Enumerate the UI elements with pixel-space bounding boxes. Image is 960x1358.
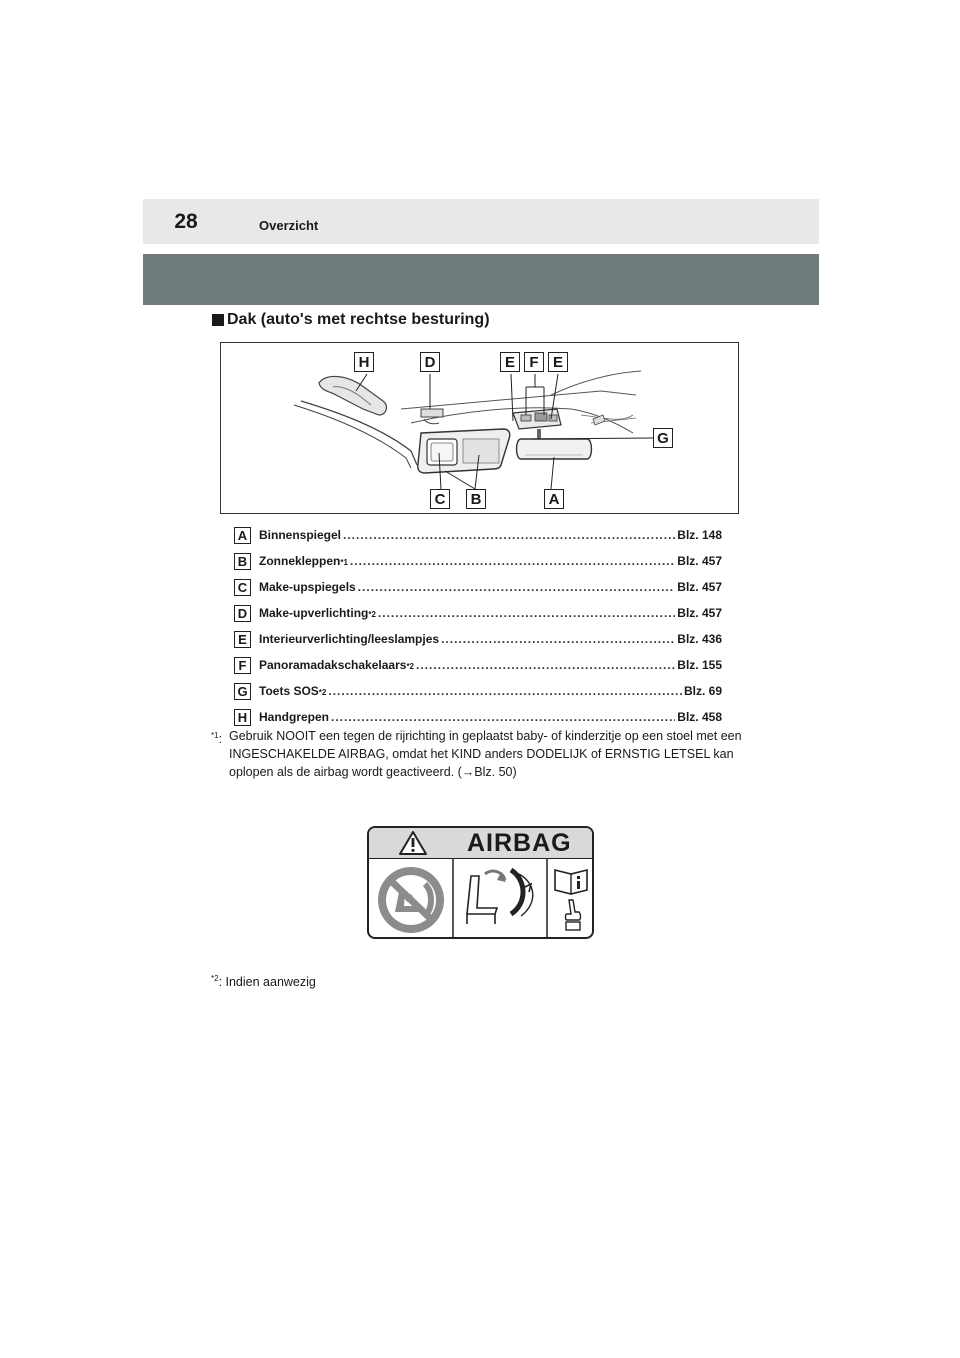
- roof-illustration: [220, 342, 739, 514]
- item-page: Blz. 69: [683, 684, 722, 698]
- header-bar: [143, 199, 819, 244]
- footnote-2-text: : Indien aanwezig: [218, 975, 316, 990]
- callout-e-left: E: [500, 352, 520, 372]
- no-rear-facing-child-seat-icon: [378, 867, 444, 933]
- item-label: Panoramadakschakelaars: [259, 658, 407, 672]
- item-letter: C: [234, 579, 251, 596]
- callout-a: A: [544, 489, 564, 509]
- item-page: Blz. 155: [677, 658, 722, 672]
- leader-dots: [416, 658, 675, 672]
- list-item: [234, 548, 722, 574]
- callout-e-right: E: [548, 352, 568, 372]
- list-item: [234, 652, 722, 678]
- airbag-word: AIRBAG: [467, 829, 572, 857]
- callout-d: D: [420, 352, 440, 372]
- item-sup: *2: [406, 662, 414, 671]
- item-letter: B: [234, 553, 251, 570]
- callout-f: F: [524, 352, 544, 372]
- list-item: [234, 678, 722, 704]
- section-heading: [212, 311, 490, 329]
- callout-b: B: [466, 489, 486, 509]
- item-letter: F: [234, 657, 251, 674]
- footnote-2: [211, 974, 316, 989]
- owners-manual-icon: [555, 870, 587, 894]
- item-label: Make-upverlichting: [259, 606, 369, 620]
- leader-dots: [350, 554, 675, 568]
- item-label: Make-upspiegels: [259, 580, 356, 594]
- warning-triangle-icon: [400, 832, 426, 854]
- item-sup: *2: [368, 610, 376, 619]
- item-letter: E: [234, 631, 251, 648]
- item-page: Blz. 436: [677, 632, 722, 646]
- page-number: 28: [174, 210, 198, 233]
- leader-dots: [328, 684, 682, 698]
- airbag-warning-label: [367, 826, 594, 939]
- item-letter: H: [234, 709, 251, 726]
- item-page: Blz. 457: [677, 580, 722, 594]
- seat-airbag-deploy-icon: [467, 870, 533, 924]
- bullet-square-icon: [212, 314, 224, 326]
- section-title-text: Dak (auto's met rechtse besturing): [227, 311, 490, 328]
- footnote-1-text: Gebruik NOOIT een tegen de rijrichting in geplaatst baby- of kinderzitje op een stoel met een INGESCHAKELDE AIRBAG, omdat het KIND anders DODELIJK of ERNSTIG LETSEL kan oplopen als de airbag wordt geactiveerd. (→Blz. 50): [229, 729, 742, 779]
- pointing-hand-icon: [566, 900, 581, 930]
- item-page: Blz. 148: [677, 528, 722, 542]
- item-letter: D: [234, 605, 251, 622]
- leader-dots: [358, 580, 676, 594]
- item-page: Blz. 457: [677, 606, 722, 620]
- callout-c: C: [430, 489, 450, 509]
- leader-dots: [441, 632, 675, 646]
- footnote-1-mark: $^{*1}$:: [211, 731, 223, 747]
- item-label: Handgrepen: [259, 710, 330, 724]
- item-page: Blz. 457: [677, 554, 722, 568]
- item-label: Zonnekleppen: [259, 554, 341, 568]
- section-banner: [143, 254, 819, 305]
- callout-g: G: [653, 428, 673, 448]
- item-sup: *1: [340, 558, 348, 567]
- item-page: Blz. 458: [677, 710, 722, 724]
- chapter-title: Overzicht: [259, 218, 319, 233]
- list-item: [234, 522, 722, 548]
- item-sup: *2: [318, 688, 327, 697]
- item-letter: G: [234, 683, 251, 700]
- list-item: [234, 626, 722, 652]
- leader-dots: [331, 710, 675, 724]
- item-label: Toets SOS: [259, 684, 319, 698]
- callout-h: H: [354, 352, 374, 372]
- footnote-2-mark: *2: [211, 974, 219, 983]
- item-label: Interieurverlichting/leeslampjes: [259, 632, 440, 646]
- footnote-1: [211, 727, 751, 781]
- legend-list: [234, 522, 722, 730]
- leader-dots: [343, 528, 675, 542]
- item-letter: A: [234, 527, 251, 544]
- item-label: Binnenspiegel: [259, 528, 342, 542]
- leader-dots: [378, 606, 675, 620]
- list-item: [234, 600, 722, 626]
- list-item: [234, 574, 722, 600]
